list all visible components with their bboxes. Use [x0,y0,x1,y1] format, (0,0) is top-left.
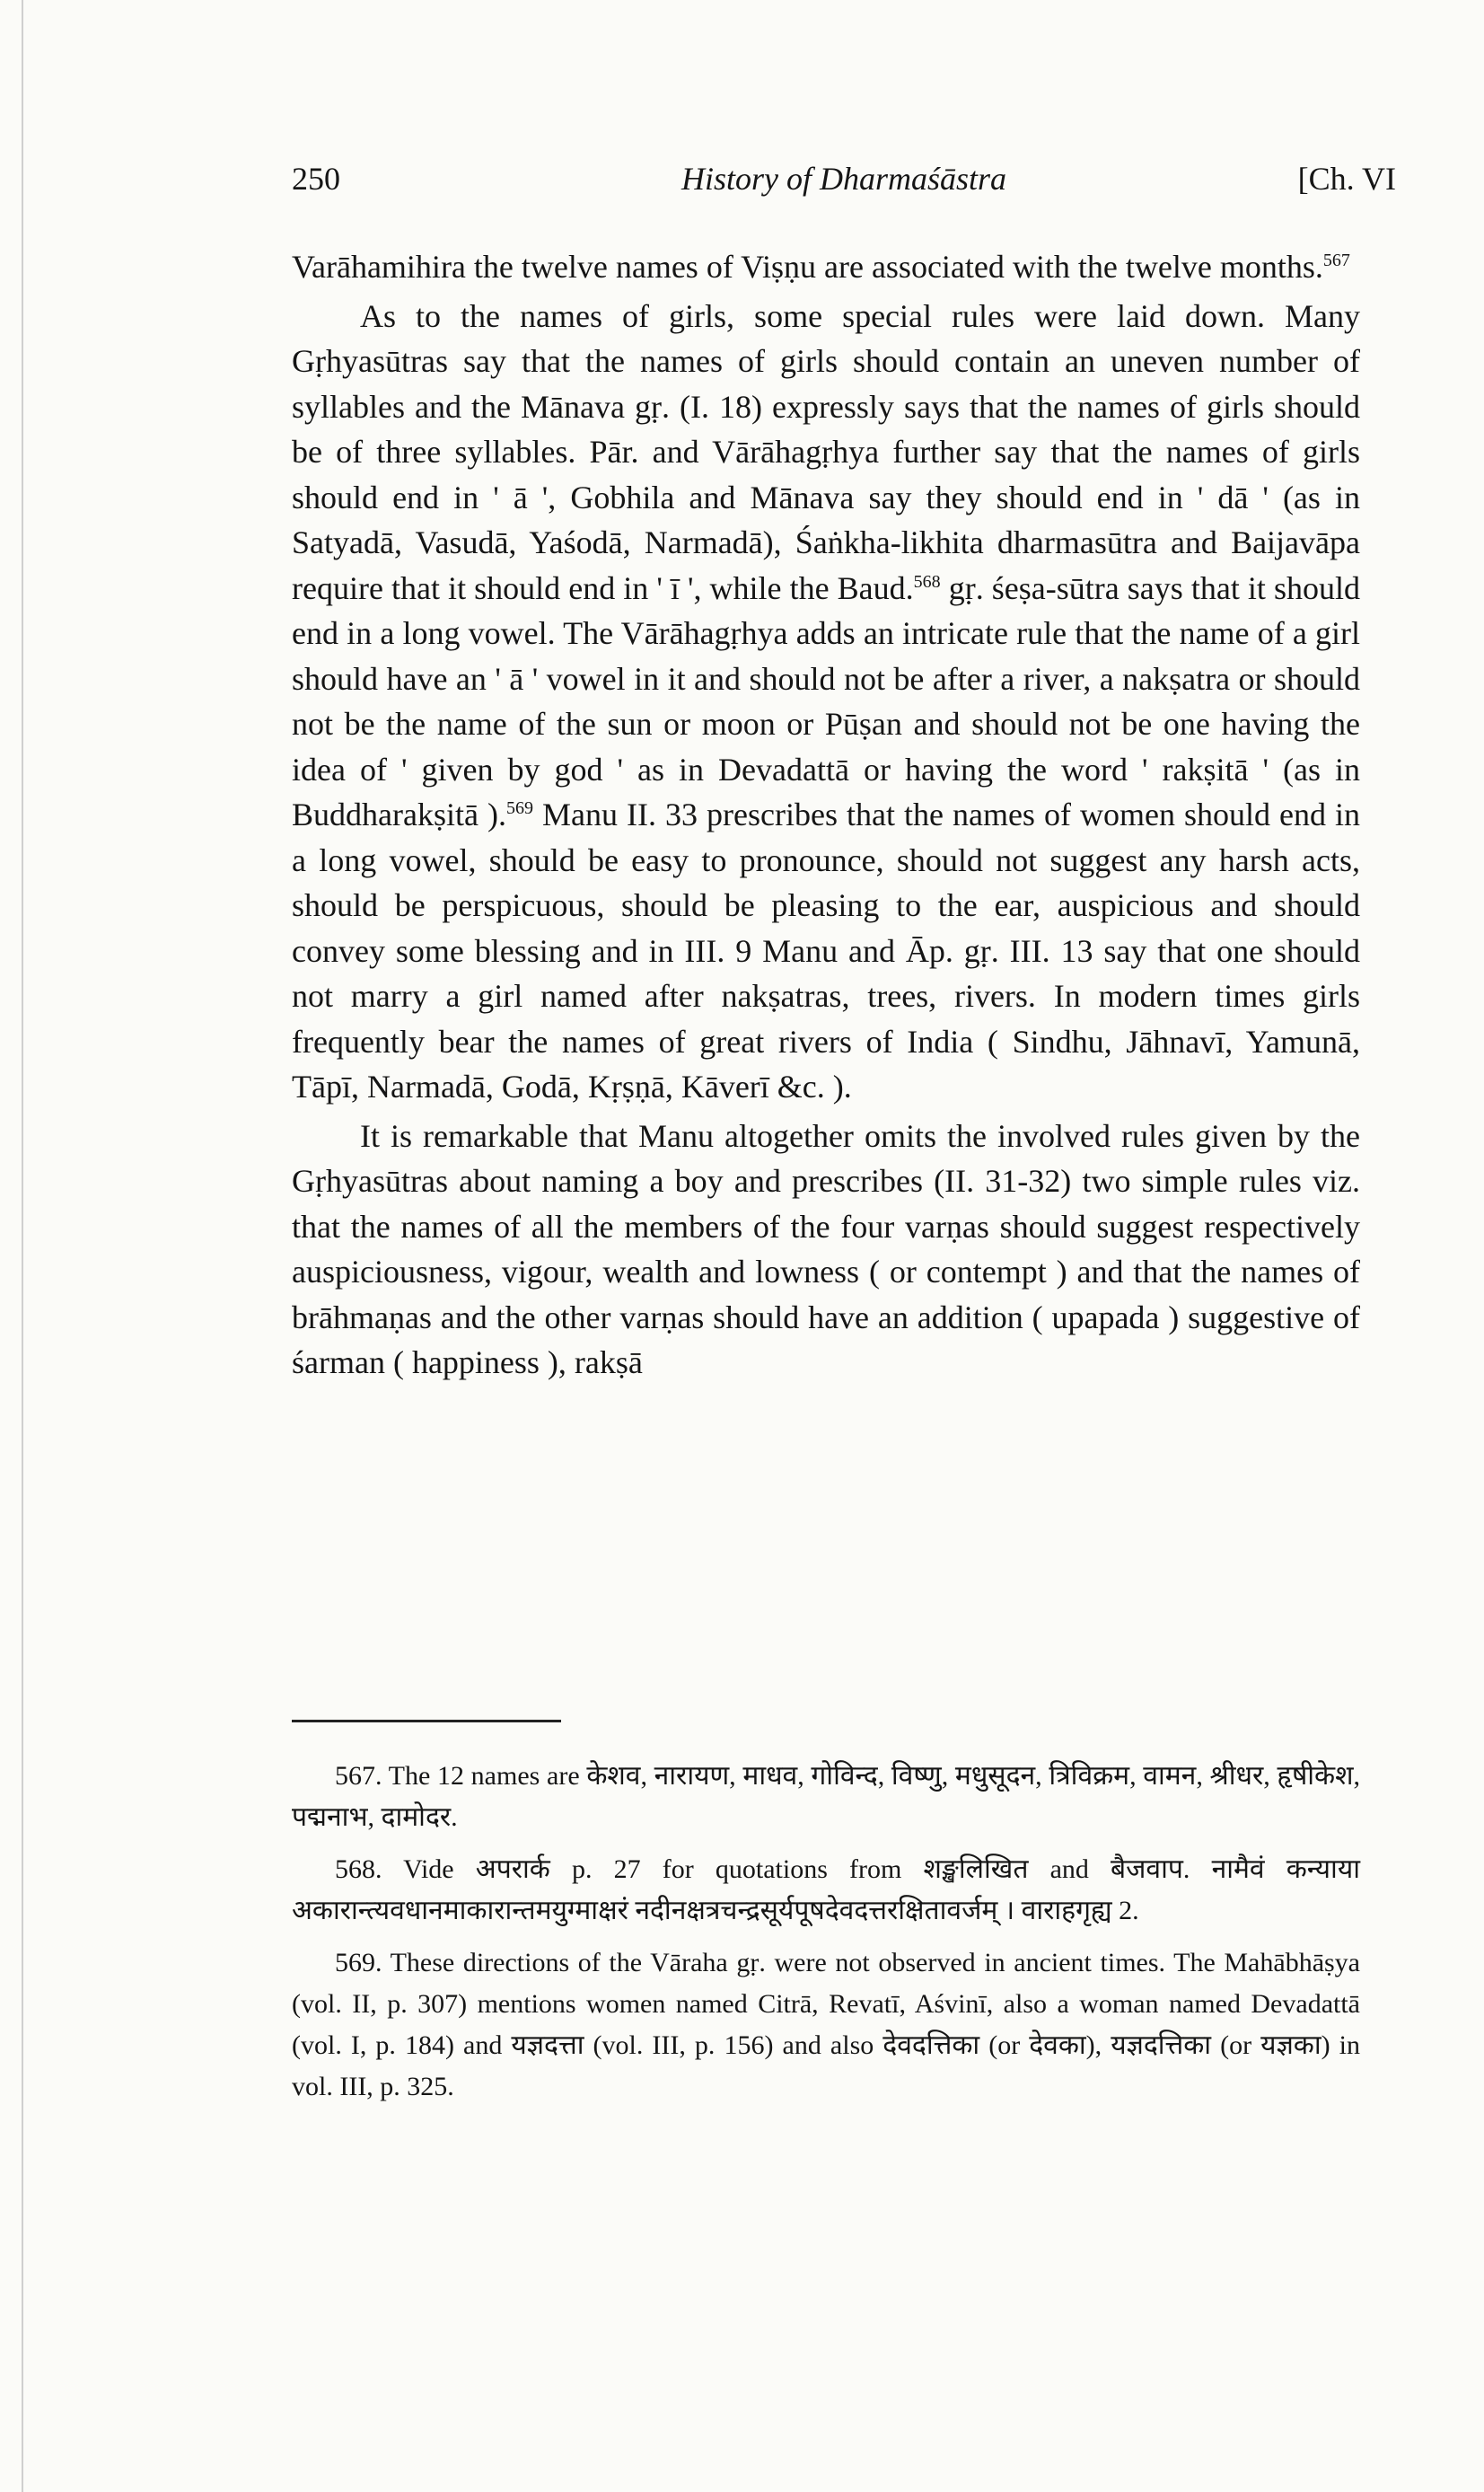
footnote-rule [292,1720,561,1722]
page-edge-line [22,0,23,2492]
footnote-ref: 568 [913,571,941,592]
chapter-label: [Ch. VI [1297,161,1396,197]
footnote-569: 569. These directions of the Vāraha gṛ. were not observed in ancient times. The Mahābhāṣya (vol. II, p. 307) mentions women named Citrā, Revatī, Aśvinī, also a woman named Devadattā (vol. I, p. 184) and यज्ञदत्ता (vol. III, p. 156) and also देवदत्तिका (or देवका), यज्ञदत्तिका (or यज्ञका) in vol. III, p. 325. [292,1948,1360,2101]
paragraph-text: It is remarkable that Manu altogether omits the involved rules given by the Gṛhyasūtras about naming a boy and prescribes (II. 31-32) two simple rules viz. that the names of all the members of the four varṇas should suggest respectively auspiciousness, vigour, wealth and lowness ( or contempt ) and that the names of brāhmaṇas and the other varṇas should have an addition ( upapada ) suggestive of śarman ( happiness ), rakṣā [292,1117,1360,1380]
paragraph-manu [292,1114,1360,1386]
page-header [292,160,1396,207]
paragraph-girls-names [292,294,1360,1110]
paragraph-text: As to the names of girls, some special rules were laid down. Many Gṛhyasūtras say that the names of girls should contain an uneven number of syllables and the Mānava gṛ. (I. 18) expressly says that the names of girls should be of three syllables. Pār. and Vārāhagṛhya further say that the names of girls should end in ' ā ', Gobhila and Mānava say they should end in ' dā ' (as in Satyadā, Vasudā, Yaśodā, Narmadā), Śaṅkha-likhita dharmasūtra and Baijavāpa require that it should end in ' ī ', while the Baud. [292,297,1360,606]
footnote-ref: 567 [1322,251,1350,270]
footnote-567: 567. The 12 names are केशव, नारायण, माधव, गोविन्द, विष्णु, मधुसूदन, त्रिविक्रम, वामन, श्रीधर, हृषीकेश, पद्मनाभ, दामोदर. [292,1761,1360,1832]
footnote-ref: 569 [505,798,533,818]
paragraph-continued [292,244,1360,290]
paragraph-text: Varāhamihira the twelve names of Viṣṇu are associated with the twelve months. [292,249,1323,285]
footnote-568: 568. Vide अपरार्क p. 27 for quotations from शङ्खलिखित and बैजवाप. नामैवं कन्याया अकारान्त्यवधानमाकारान्तमयुग्माक्षरं नदीनक्षत्रचन्द्रसूर्यपूषदेवदत्तरक्षितावर्जम् । वाराहगृह्य 2. [292,1854,1360,1925]
footnotes [292,1756,1360,2118]
running-title: History of Dharmaśāstra [681,161,1007,197]
page-number: 250 [292,161,340,197]
paragraph-text: gṛ. śeṣa-sūtra says that it should end in a long vowel. The Vārāhagṛhya adds an intricate rule that the name of a girl should have an ' ā ' vowel in it and should not be after a river, a nakṣatra or should not be the name of the sun or moon or Pūṣan and should not be one having the idea of ' given by god ' as in Devadattā or having the word ' rakṣitā ' (as in Buddharakṣitā ). [292,569,1360,832]
main-text [292,244,1360,1386]
paragraph-text: Manu II. 33 prescribes that the names of women should end in a long vowel, should be easy to pronounce, should not suggest any harsh acts, should be perspicuous, should be pleasing to the ear, auspicious and should convey some blessing and in III. 9 Manu and Āp. gṛ. III. 13 say that one should not marry a girl named after nakṣatras, trees, rivers. In modern times girls frequently bear the names of great rivers of India ( Sindhu, Jāhnavī, Yamunā, Tāpī, Narmadā, Godā, Kṛṣṇā, Kāverī &c. ). [292,797,1361,1105]
